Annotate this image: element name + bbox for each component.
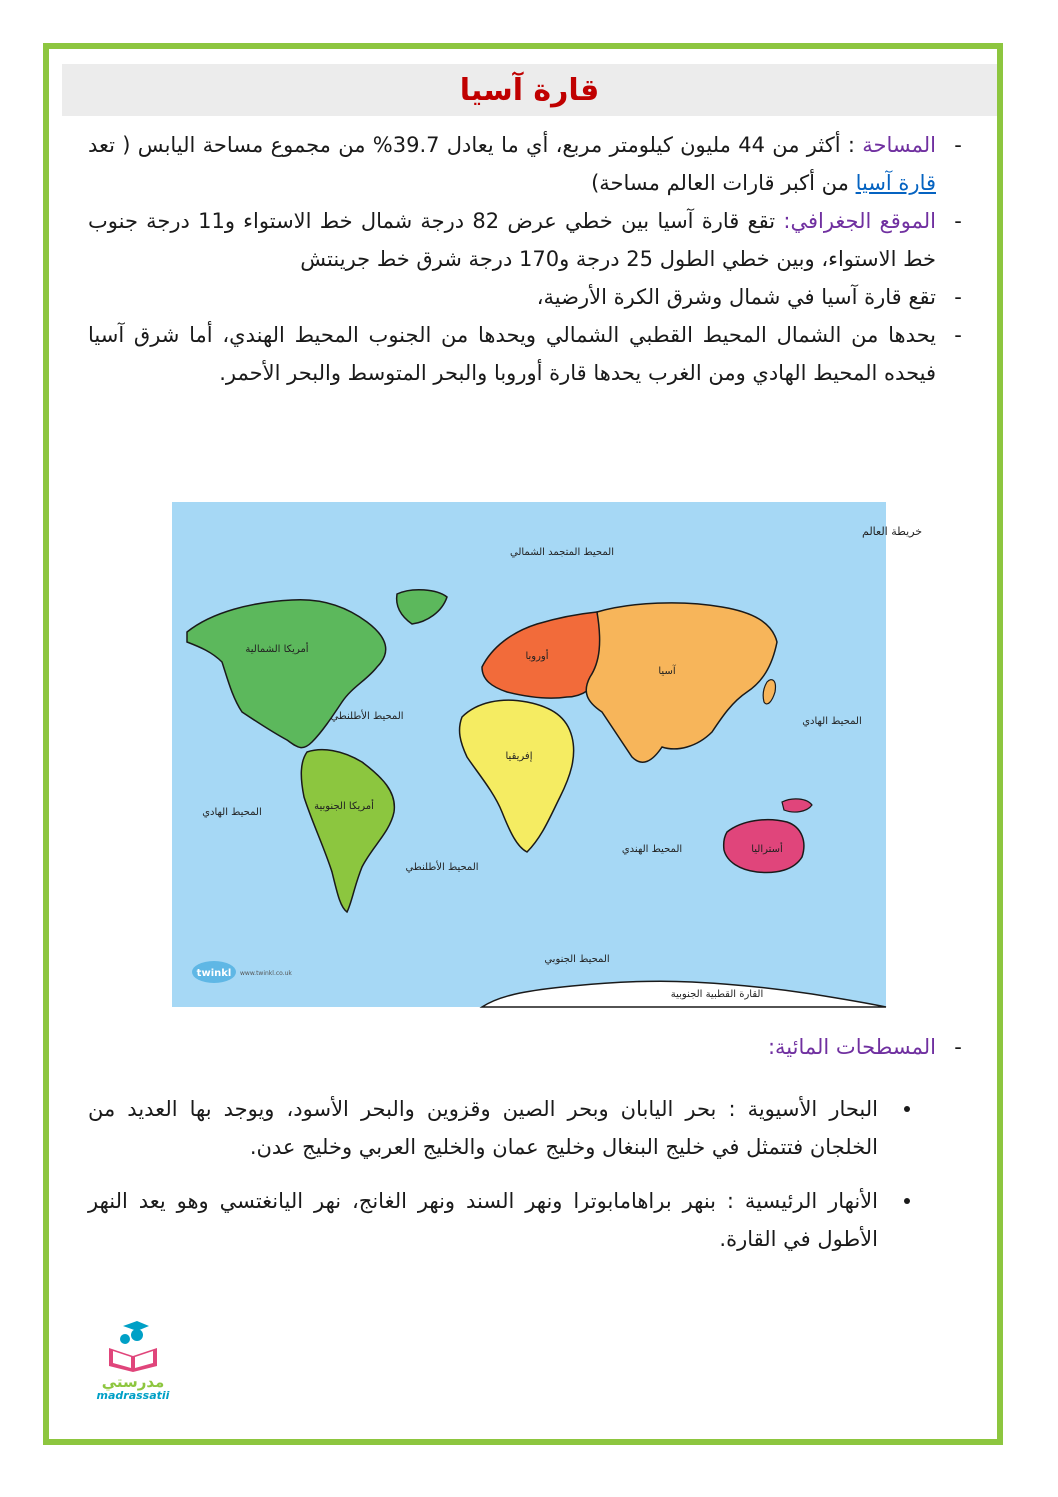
label-indian: المحيط الهندي <box>621 844 683 855</box>
map-title: خريطة العالم <box>862 525 923 538</box>
label-atlantic-south: المحيط الأطلنطي <box>405 862 479 873</box>
bullet-rivers <box>88 1182 908 1258</box>
bullet-seas <box>88 1090 908 1166</box>
rivers-label: الأنهار الرئيسية : <box>726 1189 878 1213</box>
page-title: قارة آسيا <box>459 72 600 108</box>
label-asia: آسيا <box>658 666 676 677</box>
label-antarctica: القارة القطبية الجنوبية <box>670 989 764 1000</box>
borders-text: يحدها من الشمال المحيط القطبي الشمالي ويحدها من الجنوب المحيط الهندي، أما شرق آسيا فيحده المحيط الهادي ومن الغرب يحدها قارة أوروبا والبحر المتوسط والبحر الأحمر. <box>88 323 936 385</box>
label-australia: أستراليا <box>751 844 783 855</box>
twinkl-logo: twinkl <box>196 968 232 979</box>
book-reader-icon <box>103 1320 163 1372</box>
intro-list <box>88 126 968 392</box>
label-north-america: أمريكا الشمالية <box>245 644 309 655</box>
list-item-area <box>88 126 968 202</box>
bullet-dot <box>904 1198 910 1204</box>
bullet-dot <box>904 1106 910 1112</box>
dash-bullet: - <box>954 323 962 347</box>
list-item-water <box>88 1028 968 1066</box>
dash-bullet: - <box>954 1035 962 1059</box>
location-label: الموقع الجغرافي: <box>783 209 936 233</box>
water-heading-row <box>88 1028 968 1066</box>
list-item-borders <box>88 316 968 392</box>
label-atlantic-north: المحيط الأطلنطي <box>330 711 404 722</box>
list-item-location <box>88 202 968 278</box>
label-arctic: المحيط المتجمد الشمالي <box>510 547 614 558</box>
water-heading: المسطحات المائية: <box>767 1035 936 1059</box>
twinkl-url: www.twinkl.co.uk <box>240 970 292 977</box>
hemisphere-text: تقع قارة آسيا في شمال وشرق الكرة الأرضية، <box>536 285 936 309</box>
seas-text: بحر اليابان وبحر الصين وقزوين والبحر الأسود، ويوجد بها العديد من الخلجان فتتمثل في خليج البنغال وخليج عمان والخليج العربي وخليج عدن. <box>88 1097 878 1159</box>
logo-arabic: مدرستي <box>101 1373 165 1391</box>
water-bullets <box>88 1090 908 1274</box>
seas-label: البحار الأسيوية : <box>728 1097 878 1121</box>
label-africa: إفريقيا <box>505 751 533 762</box>
rivers-text: بنهر براهامابوترا ونهر السند ونهر الغانج، نهر اليانغتسي وهو يعد النهر الأطول في القارة. <box>88 1189 878 1251</box>
madrassatii-logo <box>88 1320 178 1410</box>
area-text: : أكثر من 44 مليون كيلومتر مربع، أي ما يعادل 39.7% من مجموع مساحة اليابس ( تعد <box>88 133 863 157</box>
label-pacific-west: المحيط الهادي <box>202 807 262 818</box>
asia-link[interactable]: قارة آسيا <box>855 171 936 195</box>
list-item-hemisphere <box>88 278 968 316</box>
dash-bullet: - <box>954 285 962 309</box>
dash-bullet: - <box>954 133 962 157</box>
dash-bullet: - <box>954 209 962 233</box>
title-bar <box>62 64 997 116</box>
logo-latin: madrassatii <box>96 1389 170 1402</box>
label-south-america: أمريكا الجنوبية <box>314 801 374 812</box>
location-text: تقع قارة آسيا بين خطي عرض 82 درجة شمال خط الاستواء و11 درجة جنوب خط الاستواء، وبين خطي الطول 25 درجة و170 درجة شرق خط جرينتش <box>88 209 936 271</box>
label-southern: المحيط الجنوبي <box>544 954 610 965</box>
area-text-after: من أكبر قارات العالم مساحة) <box>591 171 856 195</box>
label-pacific-east: المحيط الهادي <box>802 716 862 727</box>
world-map <box>172 502 923 1007</box>
area-label: المساحة <box>862 133 936 157</box>
label-europe: أوروبا <box>525 651 549 662</box>
